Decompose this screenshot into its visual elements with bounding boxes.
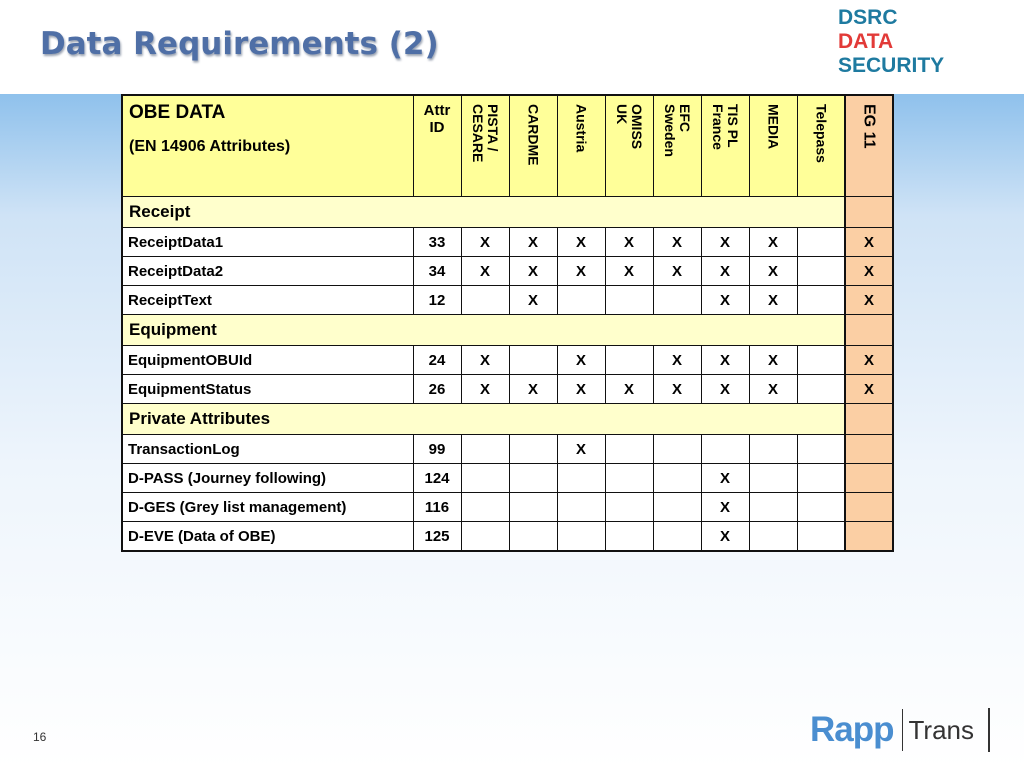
header-obe-subtitle: (EN 14906 Attributes) bbox=[129, 138, 291, 155]
mark-cell bbox=[653, 286, 701, 315]
table-row bbox=[122, 493, 893, 522]
row-attribute-name: D-EVE (Data of OBE) bbox=[122, 522, 413, 552]
header-col-7 bbox=[749, 95, 797, 197]
logo-end-bar bbox=[988, 708, 990, 752]
mark-cell bbox=[845, 435, 893, 464]
logo-rapp: Rapp bbox=[810, 710, 894, 749]
mark-cell: X bbox=[845, 228, 893, 257]
mark-cell bbox=[461, 522, 509, 552]
section-title: Private Attributes bbox=[122, 404, 845, 435]
mark-cell: X bbox=[701, 493, 749, 522]
table-row bbox=[122, 464, 893, 493]
mark-cell bbox=[797, 228, 845, 257]
header-col-label: OMISS UK bbox=[614, 104, 645, 150]
mark-cell: X bbox=[605, 228, 653, 257]
mark-cell bbox=[509, 464, 557, 493]
header-col-label: EG 11 bbox=[860, 104, 878, 149]
header-col-8 bbox=[797, 95, 845, 197]
section-title: Receipt bbox=[122, 197, 845, 228]
header-col-3 bbox=[557, 95, 605, 197]
row-attr-id: 12 bbox=[413, 286, 461, 315]
section-eg11-cell bbox=[845, 404, 893, 435]
mark-cell: X bbox=[509, 257, 557, 286]
table-body bbox=[122, 95, 893, 551]
mark-cell: X bbox=[701, 346, 749, 375]
mark-cell bbox=[797, 257, 845, 286]
rapptrans-logo bbox=[810, 708, 990, 752]
mark-cell: X bbox=[701, 522, 749, 552]
mark-cell: X bbox=[509, 286, 557, 315]
header-attr-id bbox=[413, 95, 461, 197]
row-attribute-name: D-GES (Grey list management) bbox=[122, 493, 413, 522]
mark-cell: X bbox=[845, 346, 893, 375]
mark-cell bbox=[605, 464, 653, 493]
mark-cell bbox=[653, 493, 701, 522]
mark-cell bbox=[461, 435, 509, 464]
row-attr-id: 124 bbox=[413, 464, 461, 493]
mark-cell bbox=[557, 464, 605, 493]
mark-cell bbox=[509, 435, 557, 464]
mark-cell bbox=[845, 522, 893, 552]
row-attr-id: 26 bbox=[413, 375, 461, 404]
mark-cell: X bbox=[509, 228, 557, 257]
table-row bbox=[122, 375, 893, 404]
mark-cell bbox=[749, 435, 797, 464]
mark-cell: X bbox=[701, 375, 749, 404]
brand-line-3: SECURITY bbox=[838, 54, 945, 77]
row-attribute-name: EquipmentOBUId bbox=[122, 346, 413, 375]
logo-divider bbox=[902, 709, 903, 751]
brand-line-1: DSRC bbox=[838, 6, 898, 29]
mark-cell: X bbox=[653, 228, 701, 257]
header-col-label: TIS PL France bbox=[710, 104, 741, 150]
requirements-table bbox=[121, 94, 894, 552]
row-attribute-name: ReceiptText bbox=[122, 286, 413, 315]
mark-cell bbox=[797, 346, 845, 375]
mark-cell: X bbox=[749, 257, 797, 286]
mark-cell: X bbox=[749, 375, 797, 404]
section-eg11-cell bbox=[845, 197, 893, 228]
section-eg11-cell bbox=[845, 315, 893, 346]
mark-cell bbox=[749, 493, 797, 522]
mark-cell: X bbox=[461, 375, 509, 404]
row-attribute-name: ReceiptData1 bbox=[122, 228, 413, 257]
mark-cell bbox=[557, 522, 605, 552]
header-col-9 bbox=[845, 95, 893, 197]
mark-cell bbox=[461, 493, 509, 522]
mark-cell bbox=[749, 522, 797, 552]
mark-cell bbox=[701, 435, 749, 464]
header-col-2 bbox=[509, 95, 557, 197]
mark-cell: X bbox=[653, 375, 701, 404]
row-attr-id: 34 bbox=[413, 257, 461, 286]
row-attribute-name: D-PASS (Journey following) bbox=[122, 464, 413, 493]
page-number: 16 bbox=[33, 730, 47, 744]
mark-cell: X bbox=[653, 346, 701, 375]
header-col-label: PISTA / CESARE bbox=[470, 104, 501, 163]
mark-cell bbox=[605, 286, 653, 315]
mark-cell: X bbox=[701, 257, 749, 286]
header-attr-id-label: Attr ID bbox=[423, 102, 451, 136]
mark-cell: X bbox=[461, 257, 509, 286]
brand-line-2: DATA bbox=[838, 30, 894, 53]
mark-cell: X bbox=[557, 375, 605, 404]
header-col-label: Austria bbox=[573, 104, 590, 153]
mark-cell bbox=[653, 435, 701, 464]
table-row bbox=[122, 257, 893, 286]
row-attr-id: 33 bbox=[413, 228, 461, 257]
mark-cell bbox=[797, 522, 845, 552]
mark-cell: X bbox=[701, 464, 749, 493]
header-col-label: Telepass bbox=[813, 104, 830, 163]
section-row bbox=[122, 197, 893, 228]
mark-cell bbox=[845, 464, 893, 493]
mark-cell: X bbox=[749, 346, 797, 375]
header-col-label: CARDME bbox=[525, 104, 542, 166]
mark-cell bbox=[749, 464, 797, 493]
mark-cell: X bbox=[701, 228, 749, 257]
mark-cell: X bbox=[701, 286, 749, 315]
mark-cell: X bbox=[653, 257, 701, 286]
mark-cell bbox=[461, 464, 509, 493]
section-row bbox=[122, 404, 893, 435]
mark-cell bbox=[797, 375, 845, 404]
mark-cell: X bbox=[509, 375, 557, 404]
mark-cell: X bbox=[749, 286, 797, 315]
header-col-6 bbox=[701, 95, 749, 197]
mark-cell bbox=[557, 493, 605, 522]
mark-cell bbox=[509, 522, 557, 552]
logo-trans: Trans bbox=[908, 714, 974, 745]
header-col-5 bbox=[653, 95, 701, 197]
mark-cell: X bbox=[749, 228, 797, 257]
mark-cell bbox=[653, 522, 701, 552]
table-row bbox=[122, 346, 893, 375]
page-title: Data Requirements (2) bbox=[40, 26, 439, 62]
header-col-4 bbox=[605, 95, 653, 197]
table-row bbox=[122, 286, 893, 315]
mark-cell bbox=[605, 493, 653, 522]
table-row bbox=[122, 522, 893, 552]
table-row bbox=[122, 435, 893, 464]
mark-cell bbox=[509, 493, 557, 522]
header-obe-data bbox=[122, 95, 413, 197]
mark-cell: X bbox=[557, 435, 605, 464]
mark-cell bbox=[605, 435, 653, 464]
row-attribute-name: ReceiptData2 bbox=[122, 257, 413, 286]
row-attr-id: 125 bbox=[413, 522, 461, 552]
mark-cell: X bbox=[557, 346, 605, 375]
header-col-1 bbox=[461, 95, 509, 197]
mark-cell bbox=[557, 286, 605, 315]
mark-cell: X bbox=[461, 346, 509, 375]
mark-cell: X bbox=[845, 286, 893, 315]
mark-cell bbox=[605, 346, 653, 375]
brand-block bbox=[838, 6, 944, 78]
mark-cell: X bbox=[845, 375, 893, 404]
mark-cell bbox=[845, 493, 893, 522]
mark-cell bbox=[509, 346, 557, 375]
row-attr-id: 24 bbox=[413, 346, 461, 375]
header-col-label: MEDIA bbox=[765, 104, 782, 150]
mark-cell bbox=[797, 493, 845, 522]
row-attribute-name: TransactionLog bbox=[122, 435, 413, 464]
mark-cell: X bbox=[557, 228, 605, 257]
row-attr-id: 116 bbox=[413, 493, 461, 522]
header-row bbox=[122, 95, 893, 197]
mark-cell bbox=[797, 464, 845, 493]
table-row bbox=[122, 228, 893, 257]
row-attribute-name: EquipmentStatus bbox=[122, 375, 413, 404]
mark-cell: X bbox=[605, 257, 653, 286]
mark-cell bbox=[797, 286, 845, 315]
mark-cell bbox=[653, 464, 701, 493]
mark-cell: X bbox=[461, 228, 509, 257]
header-col-label: EFC Sweden bbox=[662, 104, 693, 157]
mark-cell: X bbox=[605, 375, 653, 404]
mark-cell: X bbox=[557, 257, 605, 286]
section-title: Equipment bbox=[122, 315, 845, 346]
mark-cell bbox=[461, 286, 509, 315]
section-row bbox=[122, 315, 893, 346]
mark-cell: X bbox=[845, 257, 893, 286]
row-attr-id: 99 bbox=[413, 435, 461, 464]
header-obe-title: OBE DATA bbox=[129, 102, 226, 123]
mark-cell bbox=[605, 522, 653, 552]
mark-cell bbox=[797, 435, 845, 464]
